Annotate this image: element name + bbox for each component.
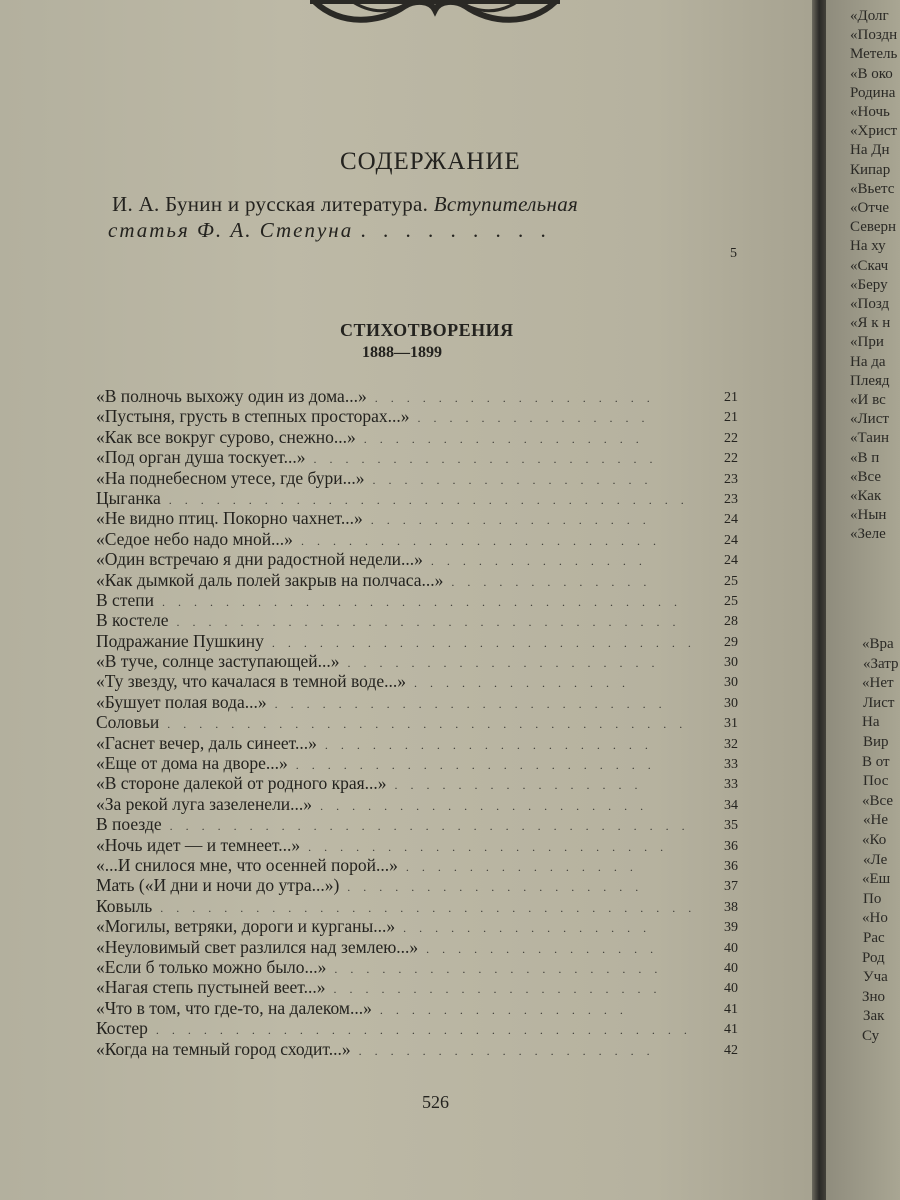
- facing-page-line: «Позд: [850, 296, 890, 312]
- toc-entry-text: «Нагая степь пустыней веет...»: [96, 977, 326, 998]
- toc-entry: [96, 998, 746, 1018]
- facing-page: [826, 0, 900, 1200]
- toc-entry-page: 33: [724, 777, 738, 793]
- toc-entry-title: [96, 733, 653, 755]
- toc-entry-text: «Ту звезду, что качалася в темной воде...»: [96, 671, 406, 692]
- toc-entry-title: [96, 468, 652, 490]
- facing-page-line: «Нет: [862, 675, 894, 692]
- toc-entry-text: «За рекой луга зазеленели...»: [96, 793, 313, 814]
- toc-entry-page: 25: [724, 593, 738, 609]
- toc-entry: [96, 488, 746, 508]
- toc-entry-title: [96, 835, 668, 857]
- toc-entry-text: «В стороне далекой от родного края...»: [96, 773, 387, 794]
- toc-entry-page: 34: [724, 797, 738, 813]
- toc-entry: [96, 406, 746, 426]
- toc-entry: [96, 549, 746, 569]
- toc-entry: [96, 692, 746, 712]
- toc-entry-text: «Ночь идет — и темнеет...»: [96, 834, 301, 855]
- toc-entry: [96, 631, 746, 651]
- facing-page-line: В от: [862, 753, 890, 770]
- facing-page-line: «Ле: [863, 851, 888, 868]
- toc-entry: [96, 916, 746, 936]
- leader-dots: . . . . . . . . . . . . . . . .: [395, 921, 652, 936]
- toc-entry: [96, 896, 746, 916]
- toc-entry-text: «Еще от дома на дворе...»: [96, 753, 288, 774]
- toc-entry-page: 40: [724, 960, 738, 976]
- toc-entry: [96, 570, 746, 590]
- toc-entry-page: 24: [724, 512, 738, 528]
- facing-page-line: «Христ: [850, 123, 898, 140]
- leader-dots: . . . . . . . . . . . . . . . . . . . . .: [312, 798, 649, 813]
- facing-page-line: Пос: [863, 773, 889, 790]
- toc-entry-text: Мать («И дни и ночи до утра...»): [96, 875, 340, 896]
- facing-page-line: «Вьетс: [850, 180, 895, 197]
- toc-entry-page: 33: [724, 757, 738, 773]
- facing-page-line: «Лист: [850, 411, 889, 428]
- toc-entry: [96, 468, 746, 488]
- leader-dots: . . . . . . . . .: [360, 218, 552, 242]
- toc-entry-title: [96, 937, 658, 959]
- toc-entry-text: Ковыль: [96, 895, 153, 916]
- toc-entry-title: [96, 998, 628, 1020]
- toc-entry: [96, 590, 746, 610]
- toc-entry: [96, 610, 746, 630]
- toc-entry-title: [96, 386, 655, 408]
- toc-entry-title: [96, 957, 662, 979]
- toc-entry-text: «Гаснет вечер, даль синеет...»: [96, 732, 317, 753]
- toc-entry: [96, 753, 746, 773]
- toc-entry-text: «Под орган душа тоскует...»: [96, 447, 306, 468]
- leader-dots: . . . . . . . . . . . . . . . . . . . . . . . . . . . . . . . .: [168, 615, 681, 630]
- toc-entry-title: [96, 692, 667, 714]
- toc-entry: [96, 447, 746, 467]
- toc-entry-title: [96, 753, 656, 775]
- facing-page-line: «Ночь: [850, 104, 890, 120]
- toc-entry: [96, 875, 746, 895]
- facing-page-line: Су: [862, 1028, 880, 1044]
- toc-entry-text: Соловьи: [96, 712, 160, 733]
- toc-entry: [96, 794, 746, 814]
- toc-entry: [96, 651, 746, 671]
- toc-entry-title: [96, 1018, 692, 1040]
- toc-entry-title: [96, 610, 681, 632]
- toc-entry-page: 28: [724, 614, 738, 630]
- facing-page-line: На ху: [850, 238, 886, 255]
- toc-entry: [96, 855, 746, 875]
- facing-page-line: «Таин: [850, 430, 890, 447]
- page-title: СОДЕРЖАНИЕ: [340, 148, 521, 175]
- leader-dots: . . . . . . . . . . . . . . . .: [371, 1002, 628, 1017]
- toc-entry-page: 22: [724, 430, 738, 446]
- toc-entry-page: 36: [724, 858, 738, 874]
- toc-entry: [96, 937, 746, 957]
- leader-dots: . . . . . . . . . . . . . . . . . . .: [339, 880, 644, 895]
- toc-entry-page: 41: [724, 1001, 738, 1017]
- toc-entry-text: «Могилы, ветряки, дороги и курганы...»: [96, 916, 396, 937]
- toc-entry-page: 36: [724, 838, 738, 854]
- facing-page-line: На: [862, 714, 880, 731]
- toc-entry-text: «На поднебесном утесе, где бури...»: [96, 467, 365, 488]
- toc-entry-page: 30: [724, 695, 738, 711]
- toc-entry-page: 24: [724, 532, 738, 548]
- toc-entry-page: 42: [724, 1042, 738, 1058]
- toc-entry-text: «Если б только можно было...»: [96, 956, 327, 977]
- facing-page-line: Зак: [863, 1008, 885, 1025]
- section-title: СТИХОТВОРЕНИЯ: [340, 320, 514, 340]
- leader-dots: . . . . . . . . . . . . . . .: [418, 941, 659, 956]
- toc-entry: [96, 814, 746, 834]
- facing-page-line: «Затр: [863, 655, 899, 672]
- toc-entry-page: 23: [724, 471, 738, 487]
- facing-page-line: Зно: [862, 988, 886, 1005]
- facing-page-line: Вир: [863, 734, 889, 750]
- toc-entry-title: [96, 855, 638, 877]
- toc-entry-page: 21: [724, 390, 738, 405]
- facing-page-line: «Ко: [862, 832, 887, 848]
- leader-dots: . . . . . . . . . . . . . . . . . . . . . . . . . . . . . . . . .: [159, 717, 688, 732]
- toc-entry-text: «Пустыня, грусть в степных просторах...»: [96, 406, 410, 427]
- leader-dots: . . . . . . . . . . . . . . . . . . . . . . . . . . .: [263, 635, 696, 650]
- toc-entry-title: [96, 671, 630, 693]
- facing-page-line: «Не: [863, 812, 888, 829]
- toc-entry-title: [96, 977, 662, 999]
- toc-entry: [96, 1018, 746, 1038]
- toc-entry: [96, 529, 746, 549]
- facing-page-line: Кипар: [850, 161, 891, 178]
- toc-entry: [96, 835, 746, 855]
- page-number: 526: [422, 1092, 449, 1112]
- facing-page-line: «Еш: [862, 871, 891, 888]
- facing-page-line: По: [863, 890, 882, 907]
- leader-dots: . . . . . . . . . . . . . . . . . . . . . . . . . . . . . . . . .: [161, 819, 690, 834]
- toc-entry: [96, 508, 746, 528]
- toc-entry-title: [96, 590, 682, 612]
- leader-dots: . . . . . . . . . . . . . . . . . . . . . . . . . . . . . . . . . .: [152, 900, 697, 915]
- facing-page-line: «Вра: [862, 636, 894, 652]
- toc-entry-text: «Не видно птиц. Покорно чахнет...»: [96, 508, 363, 529]
- intro-line-1: [112, 192, 578, 217]
- facing-page-line: «Но: [862, 910, 888, 927]
- toc-entry-title: [96, 406, 650, 428]
- toc-entry: [96, 386, 746, 406]
- leader-dots: . . . . . . . . . . . . . . . . . .: [366, 391, 655, 405]
- toc-entry-text: «Седое небо надо мной...»: [96, 528, 293, 549]
- toc-entry-title: [96, 651, 659, 673]
- toc-entry-text: «Один встречаю я дни радостной недели...»: [96, 549, 423, 570]
- toc-entry-text: «...И снилося мне, что осенней порой...»: [96, 854, 398, 875]
- intro-text: И. А. Бунин и русская литература.: [112, 192, 429, 216]
- toc-entry-text: Подражание Пушкину: [96, 630, 264, 651]
- leader-dots: . . . . . . . . . . . . . . . . . . . .: [339, 656, 660, 671]
- toc-entry-title: [96, 427, 644, 449]
- toc-entry-text: Костер: [96, 1018, 148, 1039]
- toc-entry-page: 22: [724, 451, 738, 467]
- leader-dots: . . . . . . . . . . . . . . . . . . . . . .: [305, 452, 658, 467]
- facing-page-line: На Дн: [850, 142, 890, 159]
- toc-entry-title: [96, 1039, 655, 1061]
- intro-author: статья Ф. А. Степуна: [108, 218, 354, 242]
- toc-entry-title: [96, 916, 651, 938]
- toc-entry-text: В степи: [96, 589, 154, 610]
- leader-dots: . . . . . . . . . . . . . . .: [409, 411, 650, 426]
- facing-page-line: «Отче: [850, 200, 890, 216]
- toc-entry-title: [96, 529, 661, 551]
- toc-entry-title: [96, 814, 690, 836]
- leader-dots: . . . . . . . . . . . . . .: [422, 554, 647, 569]
- facing-page-line: «Нын: [850, 507, 887, 524]
- toc-entry-title: [96, 875, 643, 897]
- toc-entry-text: В поезде: [96, 814, 162, 835]
- toc-entry-title: [96, 549, 647, 571]
- facing-page-line: «Все: [850, 468, 882, 485]
- facing-page-line: «И вс: [850, 392, 886, 408]
- facing-page-line: На да: [850, 353, 886, 370]
- facing-page-line: Родина: [850, 84, 896, 101]
- leader-dots: . . . . . . . . . . . . . . . . . . . . . . .: [300, 839, 669, 854]
- toc-entry-page: 21: [724, 410, 738, 426]
- intro-line-2: [108, 218, 552, 243]
- leader-dots: . . . . . . . . . . . . . . . . . . . . . . . . . . . . . . . . .: [153, 594, 682, 609]
- toc-entry-text: В костеле: [96, 610, 169, 631]
- leader-dots: . . . . . . . . . . . . . . . . . .: [362, 513, 651, 528]
- toc-entry-page: 37: [724, 879, 738, 895]
- toc-entry-page: 30: [724, 675, 738, 691]
- facing-page-line: Северн: [850, 219, 897, 236]
- toc-entry-text: «В полночь выхожу один из дома...»: [96, 386, 367, 406]
- section-years: 1888—1899: [362, 344, 442, 361]
- toc-entry-page: 35: [724, 818, 738, 834]
- toc-entry-page: 40: [724, 981, 738, 997]
- toc-entry-page: 30: [724, 655, 738, 671]
- facing-page-line: «Долг: [850, 8, 889, 24]
- toc-entry: [96, 1039, 746, 1059]
- table-of-contents: [96, 386, 746, 1059]
- toc-entry-title: [96, 631, 696, 653]
- facing-page-line: Уча: [863, 969, 888, 986]
- leader-dots: . . . . . . . . . . . . . . . . . . . . . . . . . . . . . . . . .: [160, 492, 689, 507]
- toc-entry-page: 29: [724, 634, 738, 650]
- toc-entry-text: «Неуловимый свет разлился над землею...»: [96, 936, 419, 957]
- leader-dots: . . . . . . . . . . . . . . . . . . . . .: [316, 737, 653, 752]
- facing-page-line: «Я к н: [850, 315, 891, 332]
- toc-entry: [96, 773, 746, 793]
- toc-entry-text: Цыганка: [96, 487, 161, 508]
- toc-entry-page: 38: [724, 899, 738, 915]
- toc-entry: [96, 977, 746, 997]
- toc-entry-title: [96, 794, 648, 816]
- leader-dots: . . . . . . . . . . . . . .: [405, 676, 630, 691]
- toc-entry: [96, 712, 746, 732]
- facing-page-line: Рас: [863, 930, 885, 946]
- toc-entry: [96, 671, 746, 691]
- toc-entry: [96, 427, 746, 447]
- toc-entry-title: [96, 896, 696, 918]
- toc-entry-text: «Когда на темный город сходит...»: [96, 1038, 351, 1059]
- leader-dots: . . . . . . . . . . . . . . . .: [386, 778, 643, 793]
- facing-page-line: Плеяд: [850, 372, 890, 389]
- facing-page-line: «Скач: [850, 257, 889, 274]
- leader-dots: . . . . . . . . . . . . . . . . . . . . . . .: [287, 758, 656, 773]
- toc-entry-title: [96, 773, 643, 795]
- facing-page-line: «При: [850, 334, 884, 351]
- leader-dots: . . . . . . . . . . . . . . . . . .: [355, 431, 644, 446]
- toc-entry-text: «Как все вокруг сурово, снежно...»: [96, 426, 356, 447]
- leader-dots: . . . . . . . . . . . . . . .: [397, 859, 638, 874]
- toc-entry-title: [96, 712, 687, 734]
- leader-dots: . . . . . . . . . . . . . . . . . . . . .: [325, 982, 662, 997]
- toc-entry-page: 41: [724, 1022, 738, 1038]
- facing-page-line: «В п: [850, 449, 880, 466]
- leader-dots: . . . . . . . . . . . . .: [443, 574, 652, 589]
- facing-page-line: Род: [862, 949, 885, 966]
- header-ornament: [310, 0, 560, 26]
- toc-entry-text: «В туче, солнце заступающей...»: [96, 651, 340, 672]
- toc-entry-title: [96, 570, 651, 592]
- facing-page-line: «В око: [850, 65, 893, 82]
- facing-page-line: «Беру: [850, 276, 888, 293]
- intro-text-italic: Вступительная: [433, 192, 579, 216]
- leader-dots: . . . . . . . . . . . . . . . . . . .: [350, 1043, 655, 1058]
- toc-entry-page: 23: [724, 491, 738, 507]
- intro-page-number: 5: [730, 246, 737, 261]
- leader-dots: . . . . . . . . . . . . . . . . . . . . . . . . . . . . . . . . . .: [147, 1023, 692, 1038]
- leader-dots: . . . . . . . . . . . . . . . . . . . . .: [326, 961, 663, 976]
- toc-entry-title: [96, 488, 689, 510]
- toc-entry-title: [96, 508, 651, 530]
- facing-page-line: «Поздн: [850, 27, 898, 44]
- facing-page-line: Лист: [863, 694, 895, 711]
- facing-page-line: «Как: [850, 488, 882, 504]
- facing-page-line: «Все: [862, 792, 894, 809]
- toc-entry-page: 40: [724, 940, 738, 956]
- leader-dots: . . . . . . . . . . . . . . . . . . . . . . . . .: [266, 696, 667, 711]
- toc-entry-page: 24: [724, 553, 738, 569]
- toc-entry-text: «Бушует полая вода...»: [96, 691, 267, 712]
- toc-entry-page: 32: [724, 736, 738, 752]
- toc-entry-page: 25: [724, 573, 738, 589]
- leader-dots: . . . . . . . . . . . . . . . . . .: [364, 472, 653, 487]
- facing-page-line: «Зеле: [850, 526, 886, 543]
- toc-entry: [96, 957, 746, 977]
- toc-entry-page: 39: [724, 920, 738, 936]
- toc-entry: [96, 733, 746, 753]
- toc-entry-page: 31: [724, 716, 738, 732]
- toc-entry-text: «Что в том, что где-то, на далеком...»: [96, 997, 372, 1018]
- toc-entry-title: [96, 447, 658, 469]
- facing-page-line: Метель: [850, 46, 898, 63]
- toc-entry-text: «Как дымкой даль полей закрыв на полчаса...»: [96, 569, 444, 590]
- leader-dots: . . . . . . . . . . . . . . . . . . . . . . .: [292, 533, 661, 548]
